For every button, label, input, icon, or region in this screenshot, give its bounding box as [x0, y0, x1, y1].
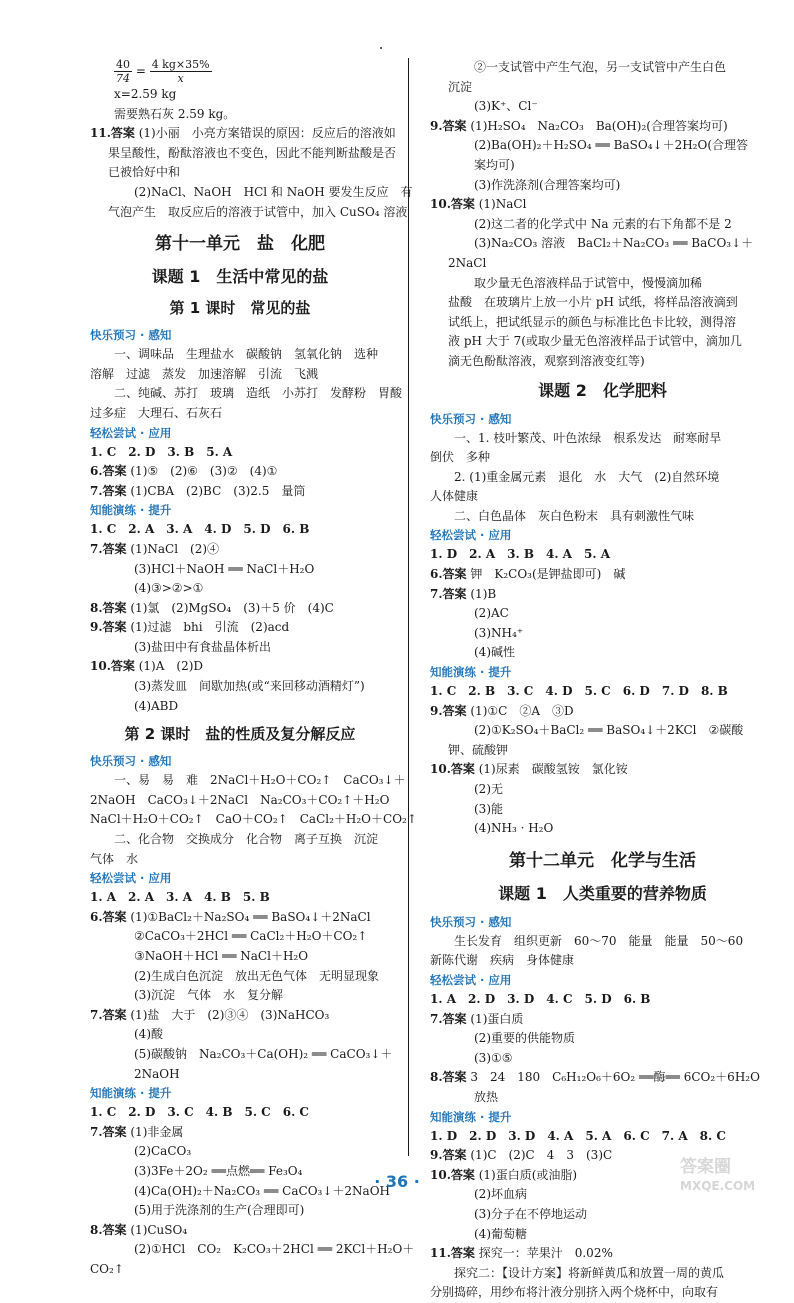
svg-text:MXQE.COM: MXQE.COM — [680, 1179, 756, 1193]
answer-label: 答案 — [102, 483, 127, 498]
answer-item — [90, 482, 390, 502]
text-line: 二、化合物 交换成分 化合物 离子互换 沉淀 — [114, 832, 379, 847]
answer-item — [430, 585, 775, 605]
text-line: (3)Na₂CO₃ 溶液 BaCl₂＋Na₂CO₃ ══ BaCO₃↓＋ — [474, 236, 754, 251]
text-line: (2)生成白色沉淀 放出无色气体 无明显现象 — [134, 968, 379, 983]
answer-item — [430, 195, 775, 215]
answer-text: (1)CuSO₄ — [130, 1222, 188, 1237]
choice-answers: 1. A 2. A 3. A 4. B 5. B — [90, 890, 270, 905]
answer-text: (1)①C ②A ③D — [470, 703, 574, 718]
question-number: 6. — [90, 464, 103, 479]
text-line: (2)这二者的化学式中 Na 元素的右下角都不是 2 — [474, 216, 732, 231]
section-label: 快乐预习 · 感知 — [430, 914, 512, 929]
text-line: 需要熟石灰 2.59 kg。 — [114, 106, 236, 121]
text-line: 案均可) — [474, 157, 515, 172]
answer-text: (1)非金属 — [130, 1124, 184, 1139]
text-line: ②一支试管中产生气泡，另一支试管中产生白色 — [474, 60, 727, 74]
answer-item — [90, 618, 390, 638]
text-line: (4)NH₃ · H₂O — [474, 821, 554, 836]
unit-title: 第十二单元 化学与生活 — [509, 850, 696, 871]
text-line: 二、白色晶体 灰白色粉末 具有刺激性气味 — [454, 508, 695, 523]
answer-label: 答案 — [450, 1246, 475, 1261]
lesson-title: 课题 1 生活中常见的盐 — [151, 267, 329, 287]
text-line: 液 pH 大于 7(或取少量无色溶液样品于试管中，滴加几 — [448, 334, 742, 349]
text-line: (4)Ca(OH)₂＋Na₂CO₃ ══ CaCO₃↓＋2NaOH — [134, 1183, 390, 1198]
answer-item — [430, 760, 775, 780]
session-title: 第 2 课时 盐的性质及复分解反应 — [124, 725, 356, 744]
text-line: 取少量无色溶液样品于试管中，慢慢滴加稀 — [474, 275, 703, 290]
question-number: 7. — [430, 1011, 443, 1026]
question-number: 10. — [430, 1167, 451, 1182]
text-line: 滴无色酚酞溶液，观察到溶液变红等) — [448, 353, 645, 368]
answer-text: (1)过滤 bhi 引流 (2)acd — [130, 620, 290, 635]
text-line: 一、1. 枝叶繁茂、叶色浓绿 根系发达 耐寒耐旱 — [454, 430, 722, 445]
question-number: 6. — [90, 909, 103, 924]
text-line: 探究二：【设计方案】将新鲜黄瓜和放置一周的黄瓜 — [454, 1265, 725, 1280]
answer-label: 答案 — [102, 600, 127, 615]
answer-text: (1)尿素 碳酸氢铵 氯化铵 — [478, 762, 628, 777]
text-line: 果呈酸性，酚酞溶液也不变色，因此不能判断盐酸是否 — [108, 145, 397, 160]
answer-item — [90, 1123, 390, 1143]
text-line: (3)盐田中有食盐晶体析出 — [134, 639, 271, 654]
svg-text:答案圈: 答案圈 — [680, 1157, 731, 1177]
column-divider — [408, 58, 409, 1156]
section-label: 轻松尝试 · 应用 — [90, 871, 172, 886]
answer-label: 答案 — [442, 703, 467, 718]
answer-item — [430, 1244, 775, 1264]
answer-text: (1)⑤ (2)⑥ (3)② (4)① — [130, 464, 278, 479]
section-label: 快乐预习 · 感知 — [90, 328, 172, 343]
answer-label: 答案 — [102, 1007, 127, 1022]
section-label: 轻松尝试 · 应用 — [430, 528, 512, 543]
answer-item — [90, 1006, 390, 1026]
text-line: (4)酸 — [134, 1027, 163, 1042]
question-number: 9. — [430, 118, 443, 133]
answer-label: 答案 — [450, 762, 475, 777]
choice-answers: 1. C 2. D 3. C 4. B 5. C 6. C — [90, 1105, 309, 1120]
question-number: 11. — [430, 1246, 451, 1261]
text-line: (2)①K₂SO₄＋BaCl₂ ══ BaSO₄↓＋2KCl ②碳酸 — [474, 723, 744, 738]
lesson-title: 课题 2 化学肥料 — [538, 380, 667, 400]
text-line: (2)NaCl、NaOH HCl 和 NaOH 要发生反应 有 — [134, 184, 413, 199]
text-line: NaCl＋H₂O＋CO₂↑ CaO＋CO₂↑ CaCl₂＋H₂O＋CO₂↑ — [90, 812, 417, 827]
text-line: (4)ABD — [134, 698, 179, 713]
section-label: 知能演练 · 提升 — [430, 665, 512, 680]
answer-label: 答案 — [102, 909, 127, 924]
answer-text: (1)氯 (2)MgSO₄ (3)＋5 价 (4)C — [130, 600, 334, 615]
text-line: 气体 水 — [90, 851, 139, 866]
answer-text: (1)①BaCl₂＋Na₂SO₄ ══ BaSO₄↓＋2NaCl — [130, 909, 371, 924]
question-number: 8. — [90, 600, 103, 615]
answer-label: 答案 — [102, 1124, 127, 1139]
text-line: 2. (1)重金属元素 退化 水 大气 (2)自然环境 — [454, 469, 720, 484]
text-line: 2NaOH CaCO₃↓＋2NaCl Na₂CO₃＋CO₂↑＋H₂O — [90, 792, 390, 807]
text-line: x=2.59 kg — [114, 87, 177, 101]
text-line: (3)作洗涤剂(合理答案均可) — [474, 177, 621, 192]
text-line: 倒伏 多种 — [430, 450, 491, 465]
answer-text: (1)CBA (2)BC (3)2.5 量筒 — [130, 483, 306, 498]
answer-item — [430, 1010, 775, 1030]
text-line: (5)用于洗涤剂的生产(合理即可) — [134, 1203, 305, 1218]
text-line: (5)碳酸钠 Na₂CO₃＋Ca(OH)₂ ══ CaCO₃↓＋ — [134, 1046, 393, 1061]
choice-answers: 1. C 2. A 3. A 4. D 5. D 6. B — [90, 522, 310, 537]
text-line: 分别捣碎，用纱布将汁液分别挤入两个烧杯中，向取有 — [430, 1285, 719, 1300]
text-line: (2)AC — [474, 606, 509, 621]
answer-text: (1)蛋白质(或油脂) — [478, 1167, 578, 1182]
question-number: 6. — [430, 567, 443, 582]
question-number: 7. — [90, 483, 103, 498]
text-line: (3)沉淀 气体 水 复分解 — [134, 988, 283, 1003]
answer-label: 答案 — [450, 1167, 475, 1182]
right-column — [430, 58, 775, 1303]
answer-label: 答案 — [102, 464, 127, 479]
answer-label: 答案 — [442, 1148, 467, 1163]
text-line: 放热 — [474, 1089, 499, 1104]
question-number: 10. — [430, 197, 451, 212]
answer-text: (1)A (2)D — [138, 659, 204, 674]
watermark-logo — [676, 1150, 788, 1196]
text-line: 生长发育 组织更新 60～70 能量 能量 50～60 — [454, 933, 744, 948]
answer-text: (1)NaCl (2)④ — [130, 541, 220, 556]
question-number: 9. — [90, 620, 103, 635]
choice-answers: 1. D 2. A 3. B 4. A 5. A — [430, 547, 611, 562]
text-line: 盐酸 在玻璃片上放一小片 pH 试纸，将样品溶液滴到 — [448, 295, 738, 310]
answer-item — [90, 540, 390, 560]
fraction-equation: $\frac{40}{74}$ = $\frac{4 kg\times 35\%}{x}$ — [116, 58, 210, 85]
answer-text: (1)蛋白质 — [470, 1011, 524, 1026]
text-line: (2)坏血病 — [474, 1187, 527, 1202]
section-label: 快乐预习 · 感知 — [430, 411, 512, 426]
answer-label: 答案 — [442, 567, 467, 582]
question-number: 9. — [430, 1148, 443, 1163]
fraction-numerator: 4 kg×35% — [151, 58, 210, 71]
question-number: 7. — [430, 586, 443, 601]
question-number: 7. — [90, 1124, 103, 1139]
choice-answers: 1. C 2. B 3. C 4. D 5. C 6. D 7. D 8. B — [430, 684, 728, 699]
text-line: (4)碱性 — [474, 645, 515, 660]
section-label: 知能演练 · 提升 — [430, 1109, 512, 1124]
text-line: 试纸上，把试纸显示的颜色与标准比色卡比较，测得溶 — [448, 314, 737, 329]
answer-item — [430, 117, 775, 137]
question-number: 11. — [90, 126, 111, 141]
question-number: 7. — [90, 541, 103, 556]
answer-item — [90, 1221, 390, 1241]
section-label: 知能演练 · 提升 — [90, 1086, 172, 1101]
text-line: 已被恰好中和 — [108, 165, 181, 180]
answer-label: 答案 — [442, 118, 467, 133]
text-line: 一、调味品 生理盐水 碳酸钠 氢氧化钠 选种 — [114, 347, 379, 362]
text-line: (2)无 — [474, 782, 503, 796]
text-line: 新陈代谢 疾病 身体健康 — [430, 953, 575, 968]
answer-item — [90, 124, 396, 144]
fraction-rhs — [150, 58, 212, 85]
answer-label: 答案 — [110, 126, 135, 141]
text-line: (3)蒸发皿 间歇加热(或“来回移动酒精灯”) — [134, 679, 365, 694]
answer-label: 答案 — [102, 620, 127, 635]
answer-label: 答案 — [102, 541, 127, 556]
text-line: ③NaOH＋HCl ══ NaCl＋H₂O — [134, 949, 309, 963]
answer-text: 3 24 180 C₆H₁₂O₆＋6O₂ ══酶══ 6CO₂＋6H₂O — [470, 1070, 760, 1085]
answer-label: 答案 — [442, 586, 467, 601]
text-line: 溶解 过滤 蒸发 加速溶解 引流 飞溅 — [90, 366, 319, 381]
text-line: (3)HCl＋NaOH ══ NaCl＋H₂O — [134, 561, 315, 576]
text-line: (2)CaCO₃ — [134, 1144, 192, 1159]
question-number: 7. — [90, 1007, 103, 1022]
text-line: (2)①HCl CO₂ K₂CO₃＋2HCl ══ 2KCl＋H₂O＋ — [134, 1242, 415, 1257]
text-line: (3)能 — [474, 801, 503, 816]
text-line: (3)分子在不停地运动 — [474, 1206, 587, 1221]
question-number: 9. — [430, 703, 443, 718]
fraction-denominator: 74 — [116, 72, 130, 85]
fraction-lhs — [114, 58, 132, 85]
fraction-numerator: 40 — [116, 58, 130, 71]
session-title: 第 1 课时 常见的盐 — [169, 299, 311, 318]
answer-label: 答案 — [442, 1011, 467, 1026]
text-line: (4)③>②>① — [134, 581, 204, 596]
answer-text: 探究一：苹果汁 0.02% — [478, 1246, 613, 1261]
answer-text: (1)H₂SO₄ Na₂CO₃ Ba(OH)₂(合理答案均可) — [470, 118, 728, 133]
text-line: (3)①⑤ — [474, 1050, 513, 1065]
text-line: 过多症 大理石、石灰石 — [90, 405, 223, 420]
question-number: 8. — [430, 1070, 443, 1085]
question-number: 10. — [90, 659, 111, 674]
answer-label: 答案 — [450, 197, 475, 212]
scan-speck — [380, 47, 382, 49]
page-number: · 36 · — [374, 1172, 420, 1191]
question-number: 8. — [90, 1222, 103, 1237]
text-line: 沉淀 — [448, 79, 473, 94]
answer-label: 答案 — [102, 1222, 127, 1237]
answer-item — [430, 1068, 775, 1088]
answer-item — [430, 565, 775, 585]
text-line: (3)3Fe＋2O₂ ══点燃══ Fe₃O₄ — [134, 1163, 303, 1178]
answer-text: (1)NaCl — [478, 197, 527, 212]
answer-item — [430, 702, 775, 722]
text-line: 2NaCl — [448, 255, 487, 270]
text-line: (2)Ba(OH)₂＋H₂SO₄ ══ BaSO₄↓＋2H₂O(合理答 — [474, 138, 748, 153]
text-line: (4)葡萄糖 — [474, 1226, 527, 1241]
answer-item — [90, 462, 390, 482]
answer-label: 答案 — [110, 659, 135, 674]
text-line: CO₂↑ — [90, 1261, 124, 1276]
lesson-title: 课题 1 人类重要的营养物质 — [498, 883, 707, 903]
answer-item — [90, 908, 390, 928]
unit-title: 第十一单元 盐 化肥 — [155, 234, 325, 255]
section-label: 快乐预习 · 感知 — [90, 754, 172, 769]
answer-text: (1)C (2)C 4 3 (3)C — [470, 1148, 613, 1163]
text-line: (2)重要的供能物质 — [474, 1031, 575, 1046]
text-line: 气泡产生 取反应后的溶液于试管中，加入 CuSO₄ 溶液 — [108, 204, 408, 219]
answer-item — [90, 657, 390, 677]
text-line: 一、易 易 难 2NaCl＋H₂O＋CO₂↑ CaCO₃↓＋ — [114, 773, 406, 788]
answer-text: (1)小丽 小亮方案错误的原因：反应后的溶液如 — [138, 126, 396, 141]
text-line: 钾、硫酸钾 — [448, 742, 509, 757]
choice-answers: 1. A 2. D 3. D 4. C 5. D 6. B — [430, 991, 651, 1006]
fraction-denominator: x — [177, 72, 184, 85]
answer-text: (1)盐 大于 (2)③④ (3)NaHCO₃ — [130, 1007, 330, 1022]
text-line: 二、纯碱、苏打 玻璃 造纸 小苏打 发酵粉 胃酸 — [114, 386, 403, 401]
choice-answers: 1. C 2. D 3. B 5. A — [90, 444, 233, 459]
text-line: ②CaCO₃＋2HCl ══ CaCl₂＋H₂O＋CO₂↑ — [134, 929, 368, 944]
text-line: (3)K⁺、Cl⁻ — [474, 99, 538, 114]
question-number: 10. — [430, 762, 451, 777]
text-line: 2NaOH — [134, 1066, 180, 1081]
text-line: 人体健康 — [430, 489, 479, 504]
text-line: (3)NH₄⁺ — [474, 625, 524, 640]
answer-text: 钾 K₂CO₃(是钾盐即可) 碱 — [470, 567, 626, 582]
section-label: 轻松尝试 · 应用 — [430, 972, 512, 987]
answer-item — [90, 599, 390, 619]
section-label: 知能演练 · 提升 — [90, 503, 172, 518]
answer-text: (1)B — [470, 586, 497, 601]
choice-answers: 1. D 2. D 3. D 4. A 5. A 6. C 7. A 8. C — [430, 1128, 726, 1143]
answer-label: 答案 — [442, 1070, 467, 1085]
section-label: 轻松尝试 · 应用 — [90, 425, 172, 440]
